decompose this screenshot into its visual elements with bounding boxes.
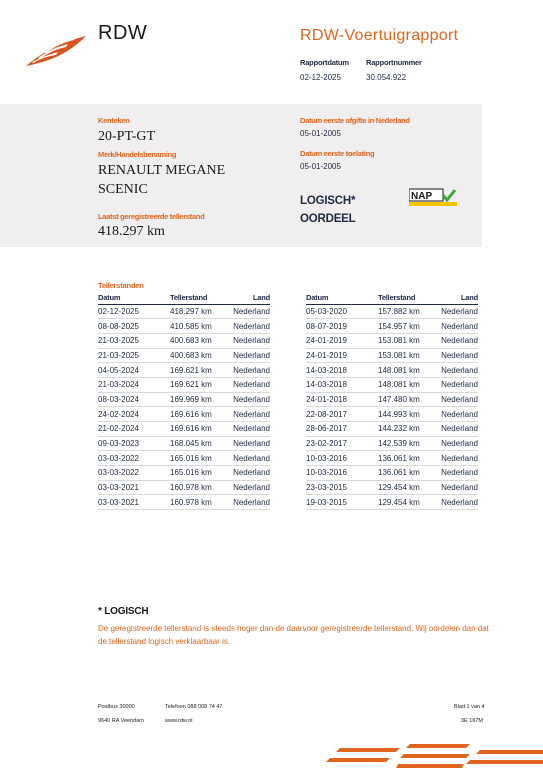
cell-tellerstand: 165.016 km [170,466,232,481]
cell-datum: 14-03-2018 [306,363,378,378]
cell-land: Nederland [440,392,478,407]
col-datum: Datum [306,292,378,304]
table-row [306,436,478,451]
cell-land: Nederland [232,407,270,422]
cell-land: Nederland [232,333,270,348]
cell-datum: 21-02-2024 [98,422,170,437]
cell-tellerstand: 169.969 km [170,392,232,407]
cell-tellerstand: 154.957 km [378,319,440,334]
table-row [98,304,270,319]
report-title: RDW-Voertuigrapport [300,27,459,44]
cell-tellerstand: 148.081 km [378,377,440,392]
cell-tellerstand: 169.616 km [170,407,232,422]
cell-tellerstand: 136.061 km [378,451,440,466]
afgifte-value: 05-01-2005 [300,129,341,138]
cell-land: Nederland [440,495,478,510]
cell-datum: 23-02-2017 [306,436,378,451]
table-row [98,422,270,437]
cell-land: Nederland [440,466,478,481]
cell-tellerstand: 169.621 km [170,377,232,392]
col-tellerstand: Tellerstand [170,292,232,304]
kenteken-value: 20-PT-GT [98,129,156,144]
cell-datum: 24-01-2019 [306,348,378,363]
rapportdatum-label: Rapportdatum [300,58,349,67]
rapportdatum-value: 02-12-2025 [300,73,341,82]
table-row [306,319,478,334]
oordeel-line2: OORDEEL [300,213,356,225]
table-row [306,407,478,422]
cell-tellerstand: 153.081 km [378,348,440,363]
cell-land: Nederland [440,451,478,466]
cell-datum: 05-03-2020 [306,304,378,319]
cell-land: Nederland [232,392,270,407]
table-header-row [98,292,270,304]
table-row [306,392,478,407]
nap-text: NAP [411,191,433,202]
toelating-value: 05-01-2005 [300,162,341,171]
cell-land: Nederland [232,480,270,495]
cell-datum: 24-01-2018 [306,392,378,407]
cell-tellerstand: 400.683 km [170,348,232,363]
cell-land: Nederland [440,407,478,422]
table-header-row [306,292,478,304]
cell-land: Nederland [232,422,270,437]
cell-tellerstand: 153.081 km [378,333,440,348]
cell-land: Nederland [232,377,270,392]
laatst-value: 418.297 km [98,224,165,239]
cell-land: Nederland [232,436,270,451]
cell-tellerstand: 147.480 km [378,392,440,407]
table-row [306,348,478,363]
cell-datum: 21-03-2025 [98,333,170,348]
cell-datum: 03-03-2022 [98,466,170,481]
cell-land: Nederland [440,304,478,319]
footer-code: 3E 167M [461,718,484,724]
oordeel-line1: LOGISCH* [300,195,356,207]
footer-postbus: Postbus 30000 [98,704,135,710]
table-row [306,480,478,495]
table-row [98,466,270,481]
merk-label: Merk/Handelsbenaming [98,150,177,159]
rdw-logo-icon [24,30,88,70]
laatst-label: Laatst geregistreerde tellerstand [98,212,205,221]
cell-datum: 08-07-2019 [306,319,378,334]
table-row [98,319,270,334]
cell-datum: 14-03-2018 [306,377,378,392]
merk-value-line1: RENAULT MEGANE [98,163,226,178]
table-row [98,495,270,510]
cell-land: Nederland [232,451,270,466]
afgifte-label: Datum eerste afgifte in Nederland [300,116,410,125]
footer-telefoon: Telefoon 088 008 74 47 [165,704,223,710]
merk-value-line2: SCENIC [98,182,148,197]
cell-datum: 03-03-2022 [98,451,170,466]
cell-tellerstand: 136.061 km [378,466,440,481]
cell-tellerstand: 168.045 km [170,436,232,451]
cell-datum: 04-05-2024 [98,363,170,378]
cell-tellerstand: 148.081 km [378,363,440,378]
col-land: Land [440,292,478,304]
cell-tellerstand: 144.232 km [378,422,440,437]
cell-land: Nederland [232,495,270,510]
table-row [306,304,478,319]
table-row [306,422,478,437]
cell-datum: 03-03-2021 [98,480,170,495]
cell-datum: 10-03-2016 [306,466,378,481]
nap-logo-icon [409,188,457,208]
cell-datum: 22-08-2017 [306,407,378,422]
footer-plaats: 9640 RA Veendam [98,718,144,724]
table-row [98,363,270,378]
table-row [306,495,478,510]
cell-datum: 02-12-2025 [98,304,170,319]
cell-tellerstand: 142.539 km [378,436,440,451]
col-tellerstand: Tellerstand [378,292,440,304]
cell-datum: 09-03-2023 [98,436,170,451]
cell-land: Nederland [440,319,478,334]
table-row [98,348,270,363]
cell-datum: 21-03-2024 [98,377,170,392]
kenteken-label: Kenteken [98,116,130,125]
footer-blad: Blad 1 van 4 [454,704,485,710]
table-row [306,451,478,466]
cell-land: Nederland [440,480,478,495]
tellerstanden-title: Tellerstanden [98,281,144,290]
cell-datum: 08-03-2024 [98,392,170,407]
cell-datum: 28-06-2017 [306,422,378,437]
table-row [306,363,478,378]
cell-datum: 03-03-2021 [98,495,170,510]
cell-datum: 10-03-2016 [306,451,378,466]
brand-name: RDW [98,22,148,44]
table-row [98,480,270,495]
cell-tellerstand: 169.616 km [170,422,232,437]
cell-datum: 08-08-2025 [98,319,170,334]
cell-tellerstand: 418.297 km [170,304,232,319]
col-datum: Datum [98,292,170,304]
cell-datum: 21-03-2025 [98,348,170,363]
cell-tellerstand: 165.016 km [170,451,232,466]
toelating-label: Datum eerste toelating [300,149,375,158]
cell-land: Nederland [440,436,478,451]
cell-land: Nederland [232,348,270,363]
table-row [306,333,478,348]
cell-land: Nederland [440,422,478,437]
cell-land: Nederland [440,377,478,392]
tellerstanden-table-left [98,292,270,510]
cell-tellerstand: 157.882 km [378,304,440,319]
cell-datum: 19-03-2015 [306,495,378,510]
vehicle-info-band [0,104,482,247]
oordeel [300,192,355,228]
cell-datum: 24-01-2019 [306,333,378,348]
cell-tellerstand: 400.683 km [170,333,232,348]
rapportnummer-value: 30.054.922 [366,73,407,82]
cell-land: Nederland [232,304,270,319]
cell-datum: 24-02-2024 [98,407,170,422]
cell-tellerstand: 160.978 km [170,480,232,495]
cell-tellerstand: 144.993 km [378,407,440,422]
decorative-stripes-icon [320,740,543,768]
table-row [98,392,270,407]
cell-land: Nederland [232,319,270,334]
cell-land: Nederland [440,348,478,363]
cell-tellerstand: 410.585 km [170,319,232,334]
table-row [98,377,270,392]
cell-tellerstand: 129.454 km [378,480,440,495]
table-row [98,407,270,422]
footnote-text: De geregistreerde tellerstand is steeds hoger dan de daarvoor geregistreerde tellerstand. Wij oordelen dan dat de tellerstand logisch verklaarbaar is. [98,624,489,646]
cell-datum: 23-03-2015 [306,480,378,495]
tellerstanden-table-right [306,292,478,510]
cell-land: Nederland [440,333,478,348]
table-row [306,466,478,481]
table-row [98,436,270,451]
cell-land: Nederland [232,363,270,378]
table-row [306,377,478,392]
col-land: Land [232,292,270,304]
cell-land: Nederland [440,363,478,378]
footer-website: www.rdw.nl [165,718,193,724]
rapportdatum [300,58,349,82]
cell-tellerstand: 169.621 km [170,363,232,378]
cell-tellerstand: 129.454 km [378,495,440,510]
rapportnummer-label: Rapportnummer [366,58,422,67]
cell-land: Nederland [232,466,270,481]
footnote-title: * LOGISCH [98,606,149,617]
cell-tellerstand: 160.978 km [170,495,232,510]
table-row [98,451,270,466]
table-row [98,333,270,348]
rapportnummer [366,58,422,82]
